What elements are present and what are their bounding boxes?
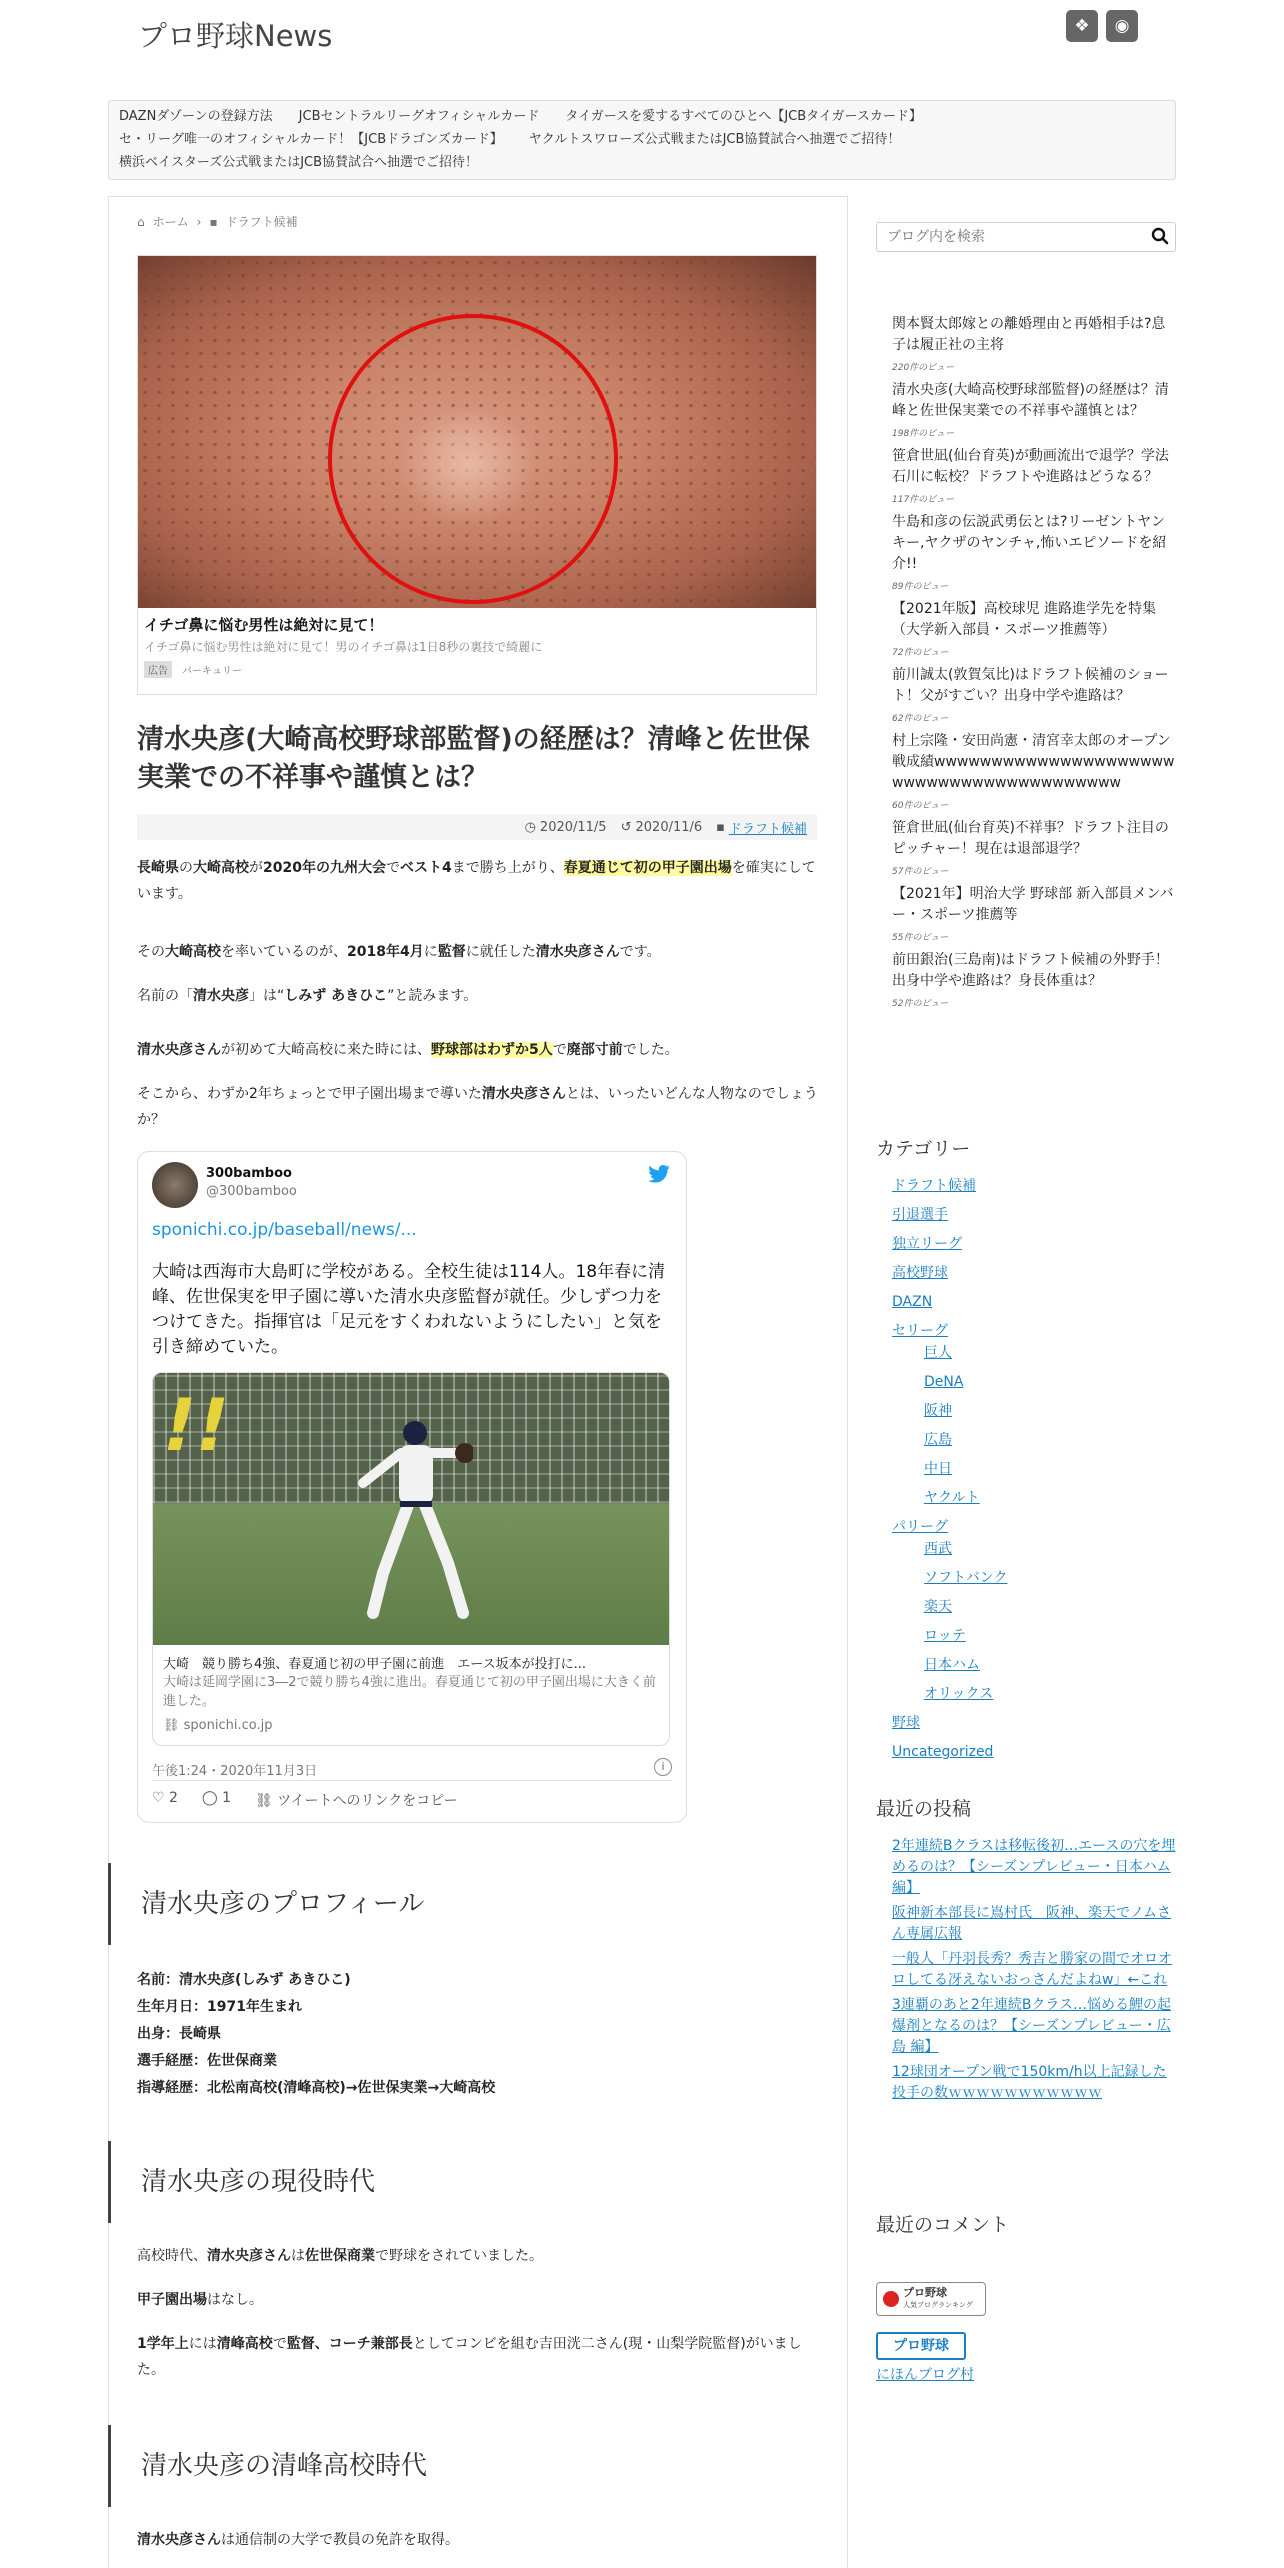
main-content: [108, 196, 848, 2568]
copy-link-button[interactable]: ⛓ ツイートへのリンクをコピー: [254, 1793, 458, 1809]
category-link[interactable]: DAZN: [892, 1294, 933, 1310]
category-link[interactable]: ドラフト候補: [892, 1178, 976, 1194]
blogmura-banner[interactable]: プロ野球: [876, 2332, 966, 2360]
recent-posts-title: 最近の投稿: [876, 1798, 972, 1820]
ranking-banner[interactable]: プロ野球 人気ブログランキング: [876, 2282, 986, 2316]
post-meta: [137, 814, 817, 840]
date-updated: 2020/11/6: [635, 819, 703, 835]
category-link[interactable]: 独立リーグ: [892, 1236, 962, 1252]
list-item[interactable]: 前川誠太(敦賀気比)はドラフト候補のショート！父がすごい？出身中学や進路は？ 62件のビュー: [892, 667, 1169, 724]
paragraph: 1学年上には清峰高校で監督、コーチ兼部長としてコンビを組む吉田洸二さん(現・山梨学院監督)がいました。: [137, 2336, 802, 2378]
ranking-logo-icon: [883, 2291, 899, 2307]
recent-post-link[interactable]: 12球団オープン戦で150km/h以上記録した投手の数ｗｗｗｗｗｗｗｗｗｗｗ: [892, 2064, 1167, 2101]
category-link[interactable]: 高校野球: [892, 1265, 948, 1281]
link-icon: ⛓: [163, 1718, 180, 1733]
list-item[interactable]: 【2021年版】高校球児 進路進学先を特集（大学新入部員・スポーツ推薦等） 72件のビュー: [892, 601, 1157, 658]
heart-icon: ♡: [152, 1790, 165, 1806]
list-item[interactable]: 関本賢太郎嫁との離婚理由と再婚相手は?息子は履正社の主将 220件のビュー: [892, 316, 1166, 373]
category-link[interactable]: 楽天: [924, 1599, 952, 1615]
paragraph: 名前の「清水央彦」は“しみず あきひこ”と読みます。: [137, 988, 478, 1004]
category-link[interactable]: 引退選手: [892, 1207, 948, 1223]
list-item[interactable]: 【2021年】明治大学 野球部 新入部員メンバー・スポーツ推薦等 55件のビュー: [892, 886, 1174, 943]
ad-card[interactable]: [137, 255, 817, 695]
list-item[interactable]: 清水央彦(大崎高校野球部監督)の経歴は？清峰と佐世保実業での不祥事や謹慎とは？ 198件のビュー: [892, 382, 1169, 439]
category-link[interactable]: ソフトバンク: [924, 1570, 1008, 1586]
ad-tag: [144, 661, 242, 678]
category-link[interactable]: 野球: [892, 1715, 920, 1731]
section-heading-kiyomine: 清水央彦の清峰高校時代: [108, 2425, 849, 2507]
search-box: [876, 222, 1176, 252]
category-link[interactable]: 日本ハム: [924, 1657, 980, 1673]
divider: [152, 1780, 672, 1781]
date-posted: 2020/11/5: [539, 819, 607, 835]
list-item[interactable]: 牛島和彦の伝説武勇伝とは?リーゼントヤンキー,ヤクザのヤンチャ,怖いエピソードを紹介!! 89件のビュー: [892, 514, 1167, 592]
breadcrumb-home[interactable]: ホーム: [152, 215, 189, 229]
embedded-tweet[interactable]: [137, 1151, 687, 1823]
feedly-icon[interactable]: ❖: [1066, 10, 1098, 42]
section-heading-active: 清水央彦の現役時代: [108, 2141, 849, 2223]
highlight-circle: [328, 314, 618, 604]
ad-image[interactable]: [138, 256, 816, 608]
info-icon[interactable]: i: [654, 1758, 672, 1776]
post-category-link[interactable]: ドラフト候補: [728, 821, 807, 837]
tweet-link-card[interactable]: [152, 1372, 670, 1746]
paragraph: 長崎県の大崎高校が2020年の九州大会でベスト4まで勝ち上がり、春夏通じて初の甲子園出場を確実にしています。: [137, 860, 816, 902]
tweet-actions: [152, 1790, 458, 1810]
site-title[interactable]: プロ野球News: [138, 19, 333, 53]
nav-item-yakult[interactable]: ヤクルトスワローズ公式戦またはJCB協賛試合へ抽選でご招待！: [528, 132, 901, 147]
top-navigation: [108, 100, 1176, 180]
tweet-author-handle[interactable]: @300bamboo: [206, 1184, 297, 1199]
tweet-card-domain: ⛓ sponichi.co.jp: [163, 1718, 273, 1733]
reply-icon: ◯: [201, 1790, 218, 1806]
folder-icon: ▪: [716, 819, 725, 835]
ad-title[interactable]: イチゴ鼻に悩む男性は絶対に見て！: [144, 616, 384, 634]
recent-post-link[interactable]: 2年連続Bクラスは移転後初…エースの穴を埋めるのは？【シーズンプレビュー・日本ハム 編】: [892, 1838, 1176, 1896]
category-link[interactable]: 西武: [924, 1541, 952, 1557]
post-title: 清水央彦(大崎高校野球部監督)の経歴は？清峰と佐世保実業での不祥事や謹慎とは？: [137, 724, 810, 793]
paragraph: 清水央彦さんは通信制の大学で教員の免許を取得。: [137, 2532, 459, 2548]
link-icon: ⛓: [254, 1793, 273, 1809]
search-icon[interactable]: [1151, 227, 1169, 249]
list-item[interactable]: 村上宗隆・安田尚憲・清宮幸太郎のオープン戦成績wwwwwwwwwwwwwwwwwwwwwwwwwwwwwwwwwwwwwwwww 60件のビュー: [892, 733, 1175, 811]
profile-line: 出身：長崎県: [137, 2026, 221, 2042]
popular-posts: [892, 314, 1176, 1016]
tweet-card-description: 大崎は延岡学園に3―2で競り勝ち4強に進出。春夏通じて初の甲子園出場に大きく前進した。: [163, 1675, 656, 1709]
reply-button[interactable]: ◯ 1: [201, 1790, 231, 1806]
paragraph: その大崎高校を率いているのが、2018年4月に監督に就任した清水央彦さんです。: [137, 944, 661, 960]
recent-post-link[interactable]: 一般人「丹羽長秀？秀吉と勝家の間でオロオロしてる冴えないおっさんだよねw」←これ: [892, 1951, 1172, 1988]
history-icon: ↺: [620, 819, 632, 835]
paragraph: 高校時代、清水央彦さんは佐世保商業で野球をされていました。: [137, 2248, 543, 2264]
ad-description: イチゴ鼻に悩む男性は絶対に見て！男のイチゴ鼻は1日8秒の裏技で綺麗に: [144, 640, 543, 654]
breadcrumb: [137, 213, 298, 230]
category-link[interactable]: 中日: [924, 1461, 952, 1477]
category-link[interactable]: ロッテ: [924, 1628, 966, 1644]
category-link[interactable]: セリーグ: [892, 1323, 948, 1339]
list-item[interactable]: 笹倉世凪(仙台育英)不祥事？ドラフト注目のピッチャー！現在は退部退学？ 57件のビュー: [892, 820, 1169, 877]
pitcher-figure: [353, 1413, 473, 1633]
tweet-card-title[interactable]: 大崎 競り勝ち4強、春夏通じ初の甲子園に前進 エース坂本が投打に...: [163, 1657, 587, 1672]
category-link[interactable]: DeNA: [924, 1374, 964, 1390]
breadcrumb-category[interactable]: ドラフト候補: [225, 215, 298, 229]
list-item[interactable]: 笹倉世凪(仙台育英)が動画流出で退学？学法石川に転校？ドラフトや進路はどうなる？ 117件のビュー: [892, 448, 1169, 505]
nav-item-jcb-tigers[interactable]: タイガースを愛するすべてのひとへ【JCBタイガースカード】: [565, 109, 922, 124]
avatar[interactable]: [152, 1162, 198, 1208]
category-link[interactable]: パリーグ: [892, 1519, 948, 1535]
home-icon: ⌂: [137, 214, 145, 229]
category-link[interactable]: 広島: [924, 1432, 952, 1448]
profile-list: [137, 1967, 823, 2102]
chevron-right-icon: ›: [196, 214, 202, 229]
nav-item-jcb-dragons[interactable]: セ・リーグ唯一のオフィシャルカード！【JCBドラゴンズカード】: [119, 132, 503, 147]
categories-title: カテゴリー: [876, 1138, 971, 1160]
ad-badge: 広告: [144, 661, 172, 678]
tweet-timestamp[interactable]: 午後1:24・2020年11月3日: [152, 1764, 318, 1779]
category-link[interactable]: 阪神: [924, 1403, 952, 1419]
tweet-text: 大崎は西海市大島町に学校がある。全校生徒は114人。18年春に清峰、佐世保実を甲子園に導いた清水央彦監督が就任。少しずつ力をつけてきた。指揮官は「足元をすくわれないようにしたい」と気を引き締めていた。: [152, 1262, 666, 1357]
rss-icon[interactable]: ◉: [1106, 10, 1138, 42]
ad-advertiser: パーキュリー: [182, 666, 242, 677]
folder-icon: ▪: [209, 214, 218, 229]
recent-posts: [892, 1836, 1176, 2108]
header-icons: [1066, 10, 1138, 42]
tweet-url-link[interactable]: sponichi.co.jp/baseball/news/...: [152, 1220, 417, 1240]
recent-post-link[interactable]: 3連覇のあと2年連続Bクラス…悩める鯉の起爆剤となるのは？【シーズンプレビュー・広島 編】: [892, 1997, 1171, 2055]
category-link[interactable]: 巨人: [924, 1345, 952, 1361]
category-link[interactable]: ヤクルト: [924, 1490, 980, 1506]
profile-line: 生年月日：1971年生まれ: [137, 1999, 302, 2015]
section-heading-profile: 清水央彦のプロフィール: [108, 1863, 849, 1945]
recent-comments-title: 最近のコメント: [876, 2214, 1010, 2236]
like-button[interactable]: ♡ 2: [152, 1790, 178, 1806]
tweet-author-name[interactable]: 300bamboo: [206, 1166, 292, 1181]
search-input[interactable]: [877, 223, 1127, 251]
nav-item-jcb-central[interactable]: JCBセントラルリーグオフィシャルカード: [298, 109, 540, 124]
paragraph: 清水央彦さんが初めて大崎高校に来た時には、野球部はわずか5人で廃部寸前でした。: [137, 1042, 679, 1058]
profile-line: 名前：清水央彦(しみず あきひこ): [137, 1972, 351, 1988]
paragraph: そこから、わずか2年ちょっとで甲子園出場まで導いた清水央彦さんとは、いったいどんな人物なのでしょうか？: [137, 1086, 818, 1128]
category-link[interactable]: オリックス: [924, 1686, 994, 1702]
profile-line: 指導経歴：北松南高校(清峰高校)→佐世保実業→大崎高校: [137, 2080, 496, 2096]
recent-post-link[interactable]: 阪神新本部長に嶌村氏 阪神、楽天でノムさん専属広報: [892, 1905, 1172, 1942]
nav-item-dazn[interactable]: DAZNダゾーンの登録方法: [119, 109, 273, 124]
paragraph: 甲子園出場はなし。: [137, 2292, 263, 2308]
blogmura-link[interactable]: にほんブログ村: [876, 2367, 974, 2383]
site-header: [108, 10, 1176, 80]
category-list: [892, 1172, 1007, 1767]
list-item[interactable]: 前田銀治(三島南)はドラフト候補の外野手！出身中学や進路は？身長体重は？ 52件のビュー: [892, 952, 1169, 1009]
clock-icon: ◷: [524, 819, 536, 835]
pitcher-photo[interactable]: !!: [153, 1373, 670, 1645]
twitter-bird-icon[interactable]: [648, 1164, 670, 1188]
profile-line: 選手経歴：佐世保商業: [137, 2053, 277, 2069]
nav-item-baystars[interactable]: 横浜ベイスターズ公式戦またはJCB協賛試合へ抽選でご招待！: [119, 155, 479, 170]
category-link[interactable]: Uncategorized: [892, 1744, 994, 1760]
